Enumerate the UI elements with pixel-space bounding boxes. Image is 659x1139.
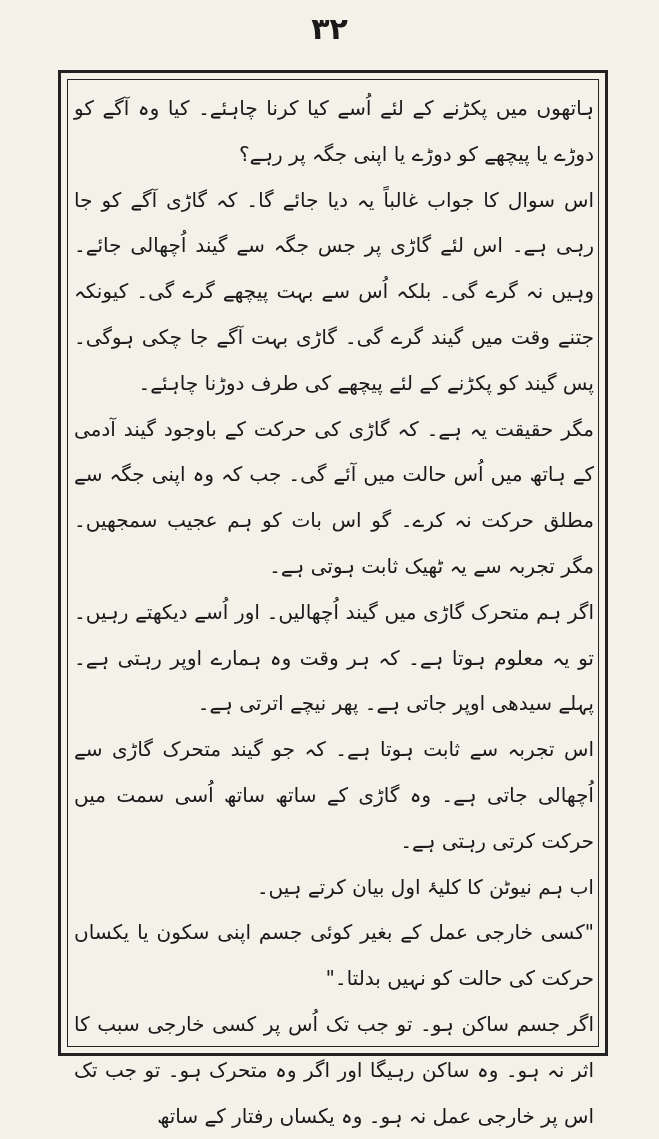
paragraph-experiment-result: اس تجربہ سے ثابت ہوتا ہے۔ کہ جو گیند متحرک گاڑی سے اُچھالی جاتی ہے۔ وہ گاڑی کے ساتھ ساتھ اُسی سمت میں حرکت کرتی رہتی ہے۔	[74, 737, 594, 853]
paragraph-newton-intro: اب ہم نیوٹن کا کلیۂ اول بیان کرتے ہیں۔	[256, 874, 594, 899]
paragraph-law-explanation: اگر جسم ساکن ہو۔ تو جب تک اُس پر کسی خارجی سبب کا اثر نہ ہو۔ وہ ساکن رہیگا اور اگر وہ متحرک ہو۔ تو جب تک اس پر خارجی عمل نہ ہو۔ وہ یکساں رفتار کے ساتھ	[74, 1011, 594, 1128]
paragraph-observation: اگر ہم متحرک گاڑی میں گیند اُچھالیں۔ اور اُسے دیکھتے رہیں۔ تو یہ معلوم ہوتا ہے۔ کہ ہر وقت وہ ہمارے اوپر رہتی ہے۔ پہلے سیدھی اوپر جاتی ہے۔ پھر نیچے اترتی ہے۔	[74, 599, 594, 716]
page-number: ۳۲	[311, 12, 348, 47]
paragraph-newton-first-law: "کسی خارجی عمل کے بغیر کوئی جسم اپنی سکون یا یکساں حرکت کی حالت کو نہیں بدلتا۔"	[74, 920, 594, 991]
paragraph-common-answer: اس سوال کا جواب غالباً یہ دیا جائے گا۔ کہ گاڑی آگے کو جا رہی ہے۔ اس لئے گاڑی پر جس جگہ سے گیند اُچھالی جائے۔ وہیں نہ گرے گی۔ بلکہ اُس سے بہت پیچھے گرے گی۔ کیونکہ جتنے وقت میں گیند گرے گی۔ گاڑی بہت آگے جا چکی ہوگی۔ پس گیند کو پکڑنے کے لئے پیچھے کی طرف دوڑنا چاہئے۔	[74, 187, 594, 395]
urdu-text-block	[74, 86, 594, 1128]
paragraph-question: ہاتھوں میں پکڑنے کے لئے اُسے کیا کرنا چاہئے۔ کیا وہ آگے کو دوڑے یا پیچھے کو دوڑے یا اپنی جگہ پر رہے؟	[74, 96, 594, 166]
paragraph-reality: مگر حقیقت یہ ہے۔ کہ گاڑی کی حرکت کے باوجود گیند آدمی کے ہاتھ میں اُس حالت میں آئے گی۔ جب کہ وہ اپنی جگہ سے مطلق حرکت نہ کرے۔ گو اس بات کو ہم عجیب سمجھیں۔ مگر تجربہ سے یہ ٹھیک ثابت ہوتی ہے۔	[74, 416, 594, 578]
